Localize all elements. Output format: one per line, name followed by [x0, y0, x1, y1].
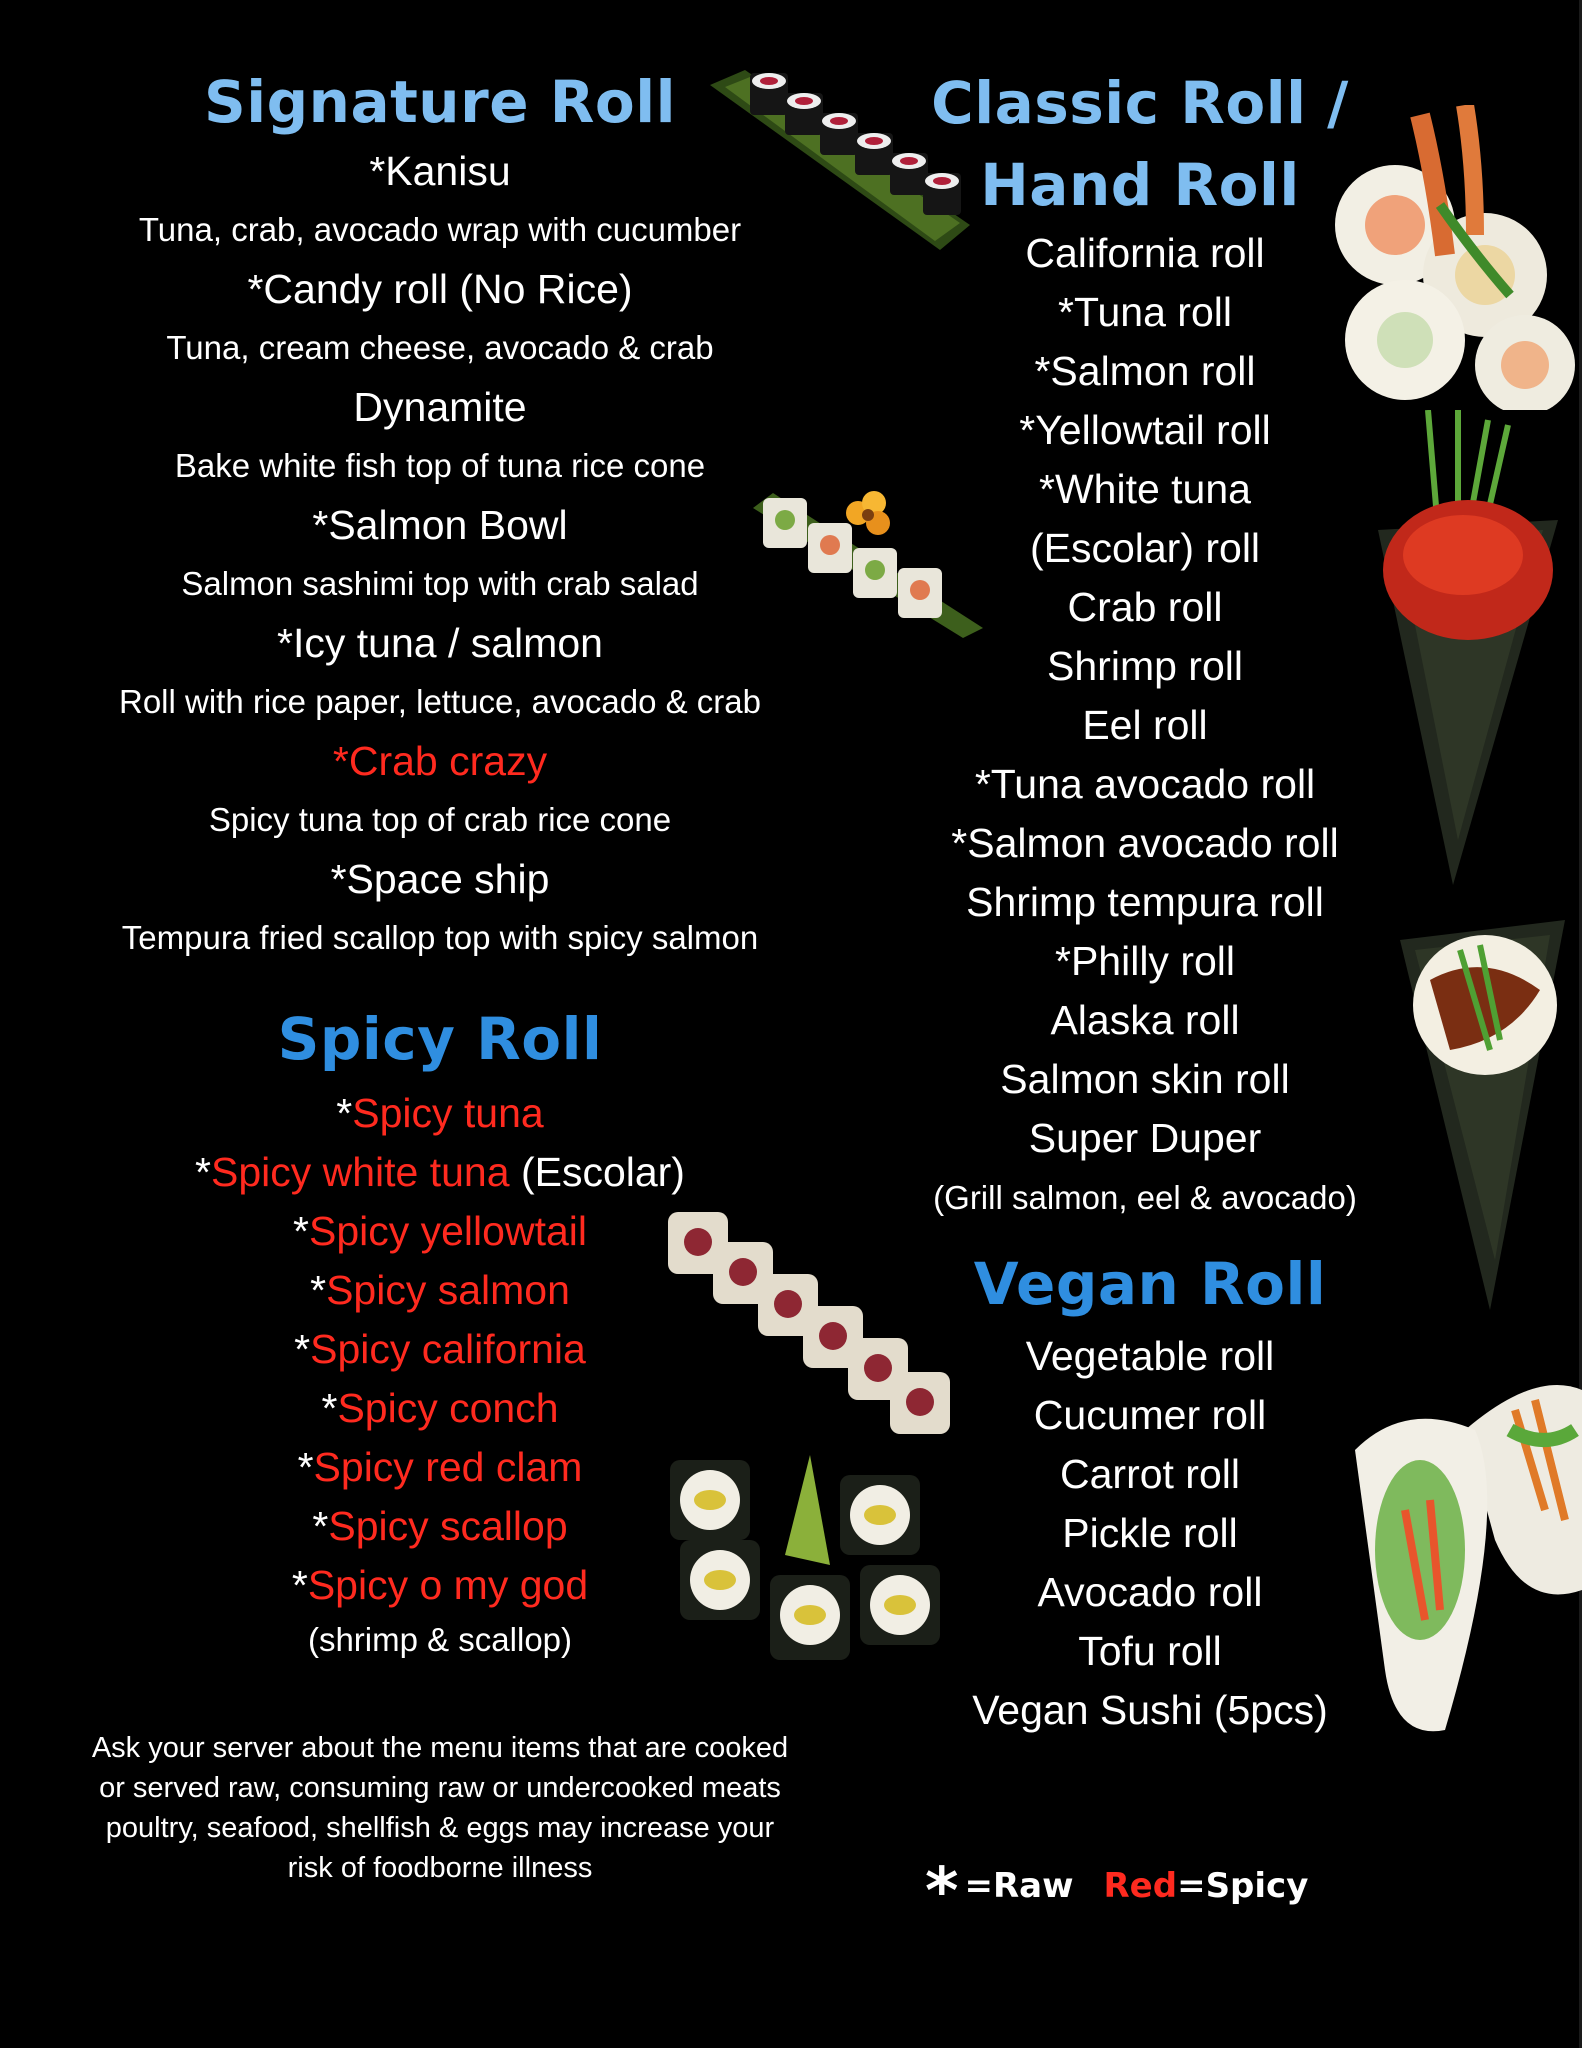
classic-item: Eel roll	[1082, 702, 1208, 748]
spicy-item: *Spicy scallop	[312, 1503, 568, 1549]
spicy-item: *Spicy tuna	[336, 1090, 544, 1136]
classic-item: *Yellowtail roll	[1019, 407, 1271, 453]
classic-item: (Escolar) roll	[1029, 525, 1261, 571]
vegan-item: Cucumer roll	[1033, 1392, 1267, 1438]
classic-roll-list	[900, 224, 1390, 1228]
raw-food-advisory	[30, 1728, 850, 1888]
spicy-tuna-roll-image	[668, 1212, 958, 1462]
classic-heading-line2: Hand Roll	[980, 151, 1300, 219]
tuna-maki-image	[705, 55, 975, 255]
menu-item-description: Bake white fish top of tuna rice cone	[174, 447, 706, 484]
classic-item: *Salmon roll	[1034, 348, 1256, 394]
vegan-item: Tofu roll	[1078, 1628, 1222, 1674]
menu-item-name: *Candy roll (No Rice)	[247, 266, 633, 312]
advisory-line: or served raw, consuming raw or undercooked meats	[99, 1772, 781, 1804]
classic-item: *Salmon avocado roll	[951, 820, 1339, 866]
menu-item-description: Tempura fried scallop top with spicy salmon	[121, 919, 759, 956]
vegan-item: Carrot roll	[1060, 1451, 1240, 1497]
vegan-item: Vegan Sushi (5pcs)	[972, 1687, 1328, 1733]
menu-item-description: Tuna, crab, avocado wrap with cucumber	[138, 211, 742, 248]
menu-item-description: Roll with rice paper, lettuce, avocado & crab	[118, 683, 761, 720]
spicy-item: *Spicy conch	[321, 1385, 559, 1431]
classic-item: Shrimp tempura roll	[966, 879, 1324, 925]
menu-item-name: Dynamite	[353, 384, 527, 430]
signature-roll-heading: Signature Roll	[203, 68, 677, 136]
classic-item: Super Duper	[1028, 1115, 1262, 1161]
classic-item: *Tuna avocado roll	[974, 761, 1316, 807]
menu-item-name-spicy: *Crab crazy	[332, 738, 548, 784]
advisory-line: poultry, seafood, shellfish & eggs may increase your	[105, 1812, 775, 1844]
classic-item: Crab roll	[1067, 584, 1223, 630]
spicy-roll-heading: Spicy Roll	[277, 1005, 603, 1073]
vegan-item: Pickle roll	[1062, 1510, 1238, 1556]
spicy-item: *Spicy red clam	[297, 1444, 583, 1490]
classic-item: Salmon skin roll	[1000, 1056, 1290, 1102]
menu-item-name: *Icy tuna / salmon	[277, 620, 603, 666]
vegan-spring-roll-image	[1345, 1370, 1582, 1750]
spicy-item: *Spicy california	[294, 1326, 586, 1372]
classic-heading-line1: Classic Roll /	[931, 69, 1349, 137]
roe-hand-roll-image	[1368, 410, 1568, 890]
legend-spicy-label: =Spicy	[1177, 1866, 1309, 1906]
classic-item: *Tuna roll	[1058, 289, 1232, 335]
avocado-maki-image	[670, 1455, 950, 1675]
classic-item: Shrimp roll	[1047, 643, 1243, 689]
classic-item: *Philly roll	[1055, 938, 1235, 984]
legend-red-word: Red	[1103, 1866, 1178, 1906]
vegan-item: Avocado roll	[1037, 1569, 1263, 1615]
raw-star-icon: *	[925, 1855, 959, 1929]
shrimp-tempura-roll-image	[1325, 105, 1575, 410]
vegan-item: Vegetable roll	[1025, 1333, 1275, 1379]
menu-item-name: *Kanisu	[369, 148, 511, 194]
advisory-line: Ask your server about the menu items that are cooked	[91, 1732, 789, 1764]
menu-item-description: Spicy tuna top of crab rice cone	[208, 801, 672, 838]
classic-item: California roll	[1025, 230, 1265, 276]
menu-item-name: *Salmon Bowl	[312, 502, 568, 548]
spicy-item: *Spicy white tuna (Escolar)	[195, 1149, 685, 1195]
advisory-line: risk of foodborne illness	[287, 1852, 593, 1884]
spicy-item: *Spicy salmon	[310, 1267, 570, 1313]
spicy-item-note: (shrimp & scallop)	[307, 1621, 573, 1658]
classic-item: *White tuna	[1039, 466, 1251, 512]
menu-item-description: Tuna, cream cheese, avocado & crab	[166, 329, 714, 366]
eel-hand-roll-image	[1400, 920, 1570, 1315]
menu-item-name: *Space ship	[330, 856, 550, 902]
classic-item: Alaska roll	[1050, 997, 1240, 1043]
spicy-item: *Spicy yellowtail	[293, 1208, 587, 1254]
garnished-roll-image	[748, 488, 988, 643]
vegan-roll-heading: Vegan Roll	[973, 1250, 1327, 1318]
legend-raw-label: =Raw	[964, 1866, 1074, 1906]
signature-roll-list	[40, 142, 840, 968]
spicy-item: *Spicy o my god	[291, 1562, 589, 1608]
legend	[925, 1855, 1308, 1929]
vegan-roll-list	[900, 1327, 1400, 1740]
menu-item-description: Salmon sashimi top with crab salad	[181, 565, 699, 602]
classic-item-note: (Grill salmon, eel & avocado)	[933, 1179, 1357, 1216]
